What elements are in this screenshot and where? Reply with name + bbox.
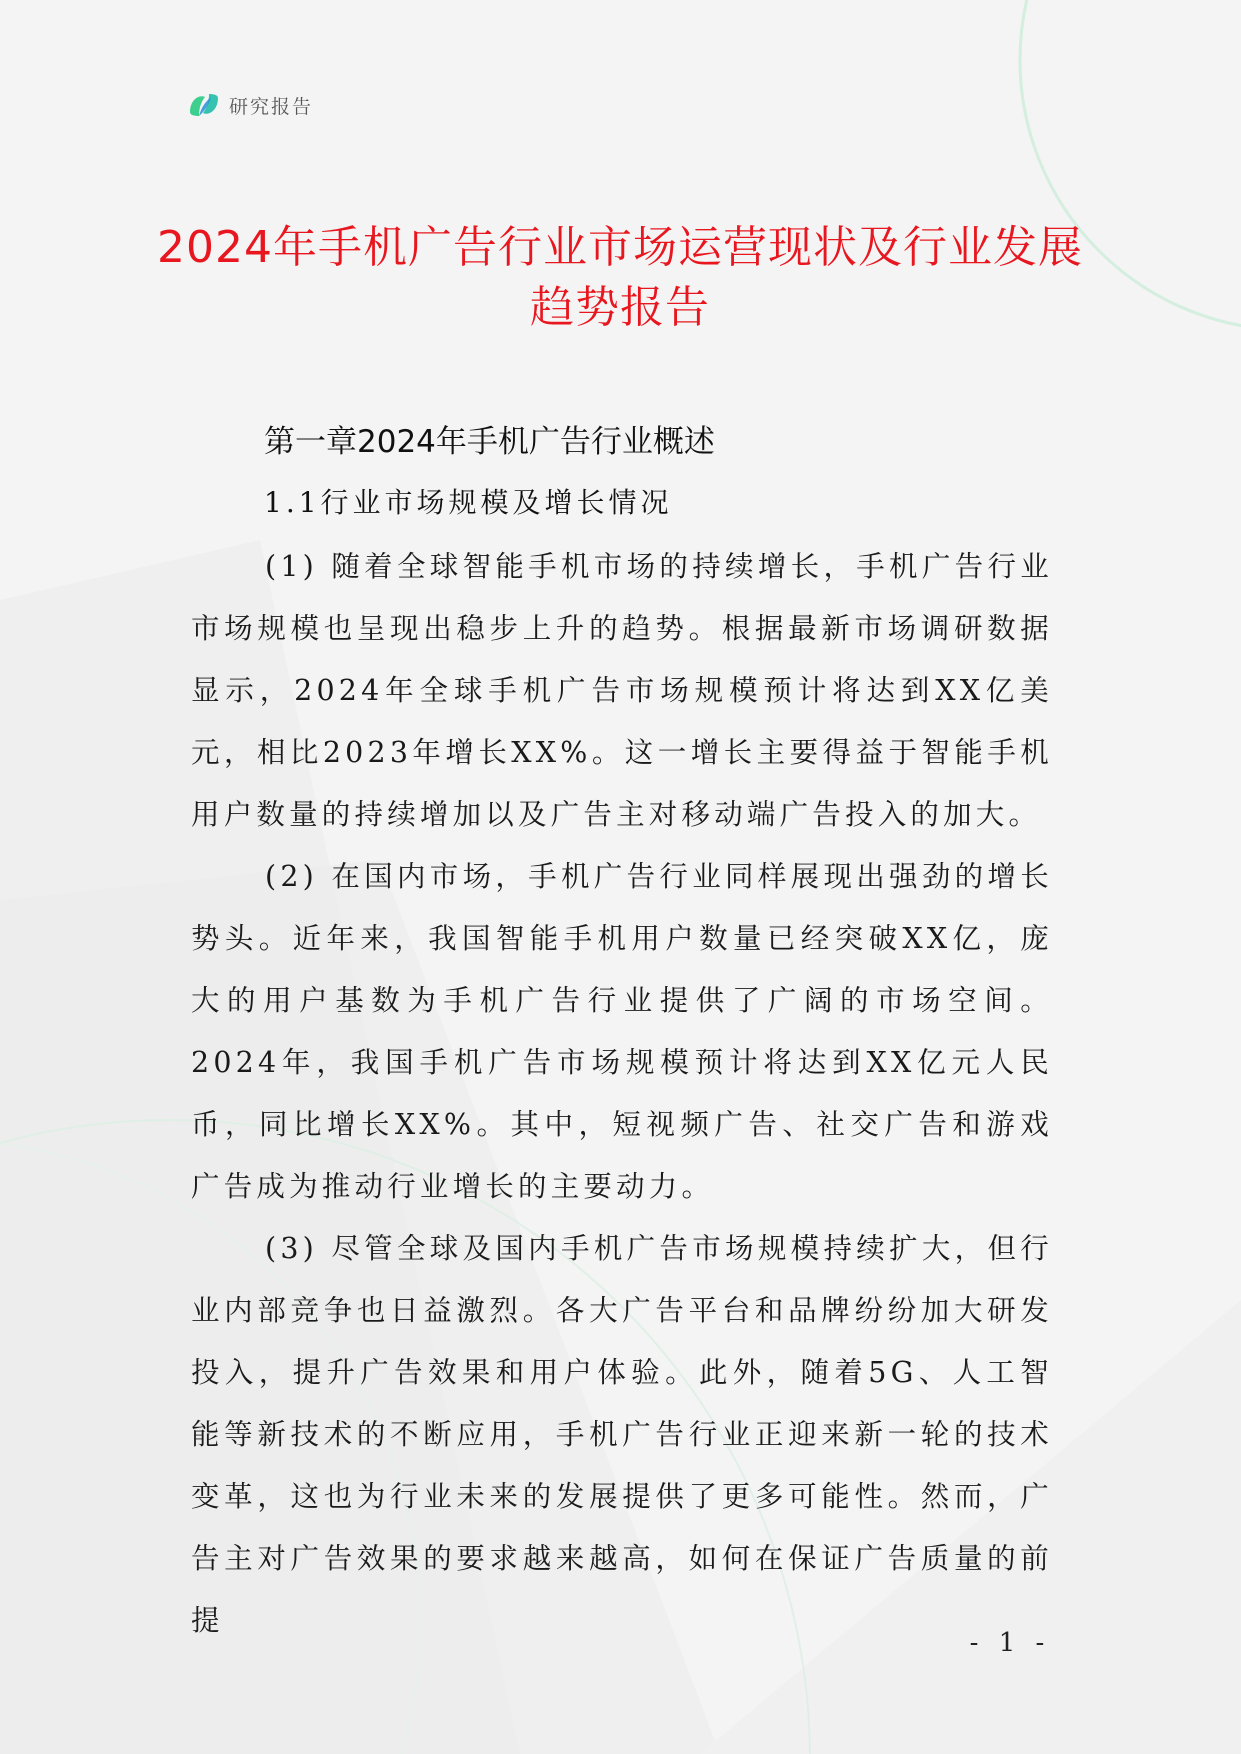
paragraph-1: (1) 随着全球智能手机市场的持续增长，手机广告行业市场规模也呈现出稳步上升的趋势。根据最新市场调研数据显示，2024年全球手机广告市场规模预计将达到XX亿美元，相比2023年增长XX%。这一增长主要得益于智能手机用户数量的持续增加以及广告主对移动端广告投入的加大。 [191, 550, 1053, 831]
page-number: - 1 - [969, 1628, 1051, 1658]
chapter-heading: 第一章2024年手机广告行业概述 [264, 424, 715, 460]
paragraph-3: (3) 尽管全球及国内手机广告市场规模持续扩大，但行业内部竞争也日益激烈。各大广告平台和品牌纷纷加大研发投入，提升广告效果和用户体验。此外，随着5G、人工智能等新技术的不断应用，手机广告行业正迎来新一轮的技术变革，这也为行业未来的发展提供了更多可能性。然而，广告主对广告效果的要求越来越高，如何在保证广告质量的前提 [191, 1232, 1053, 1637]
section-heading: 1.1行业市场规模及增长情况 [264, 486, 673, 519]
leaf-logo-icon [187, 88, 221, 122]
report-title: 2024年手机广告行业市场运营现状及行业发展趋势报告 [157, 222, 1083, 333]
paragraph-2: (2) 在国内市场，手机广告行业同样展现出强劲的增长势头。近年来，我国智能手机用户数量已经突破XX亿，庞大的用户基数为手机广告行业提供了广阔的市场空间。2024年，我国手机广告市场规模预计将达到XX亿元人民币，同比增长XX%。其中，短视频广告、社交广告和游戏广告成为推动行业增长的主要动力。 [191, 860, 1053, 1203]
body-text [191, 536, 1053, 1652]
brand-text: 研究报告 [229, 95, 314, 118]
report-brand [187, 88, 313, 122]
